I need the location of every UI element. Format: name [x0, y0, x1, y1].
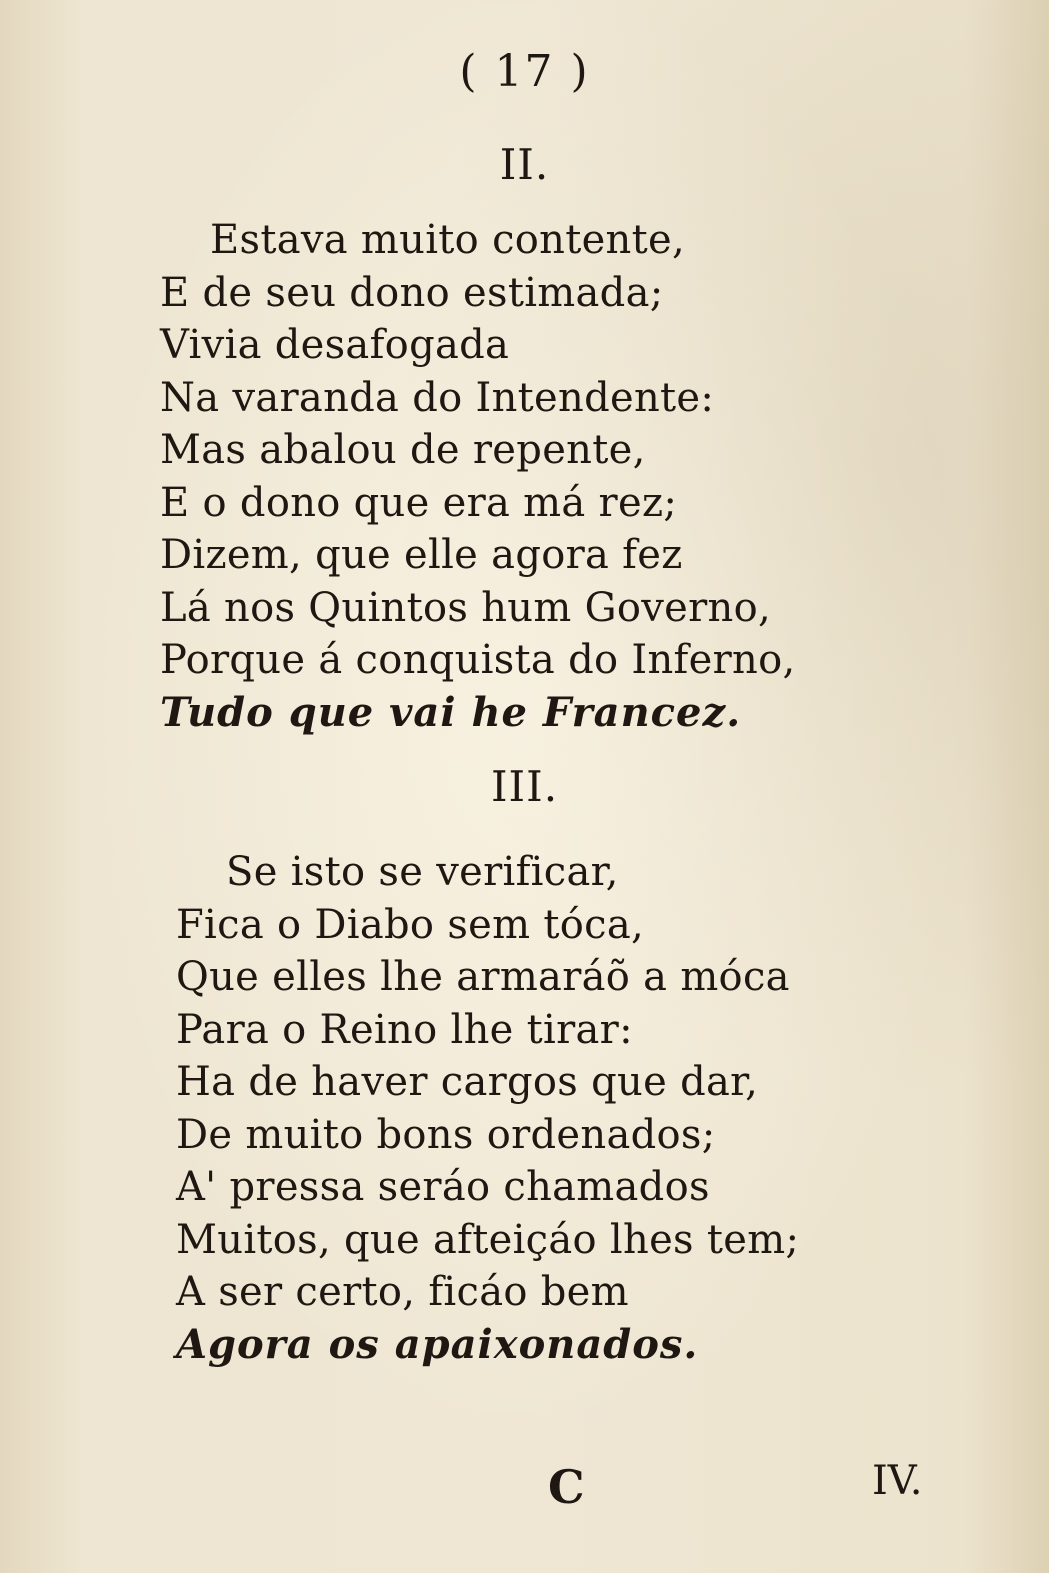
- verse-line: Muitos, que afteiçáo lhes tem;: [176, 1216, 800, 1263]
- verse-line: De muito bons ordenados;: [176, 1111, 716, 1158]
- page-number: ( 17 ): [459, 46, 590, 97]
- stanza-3: [176, 846, 896, 1371]
- verse-line: Estava muito contente,: [210, 217, 685, 263]
- refrain-line: Agora os apaixonados.: [176, 1320, 699, 1368]
- verse-line: A' pressa seráo chamados: [176, 1164, 710, 1210]
- stanza-2: [160, 214, 880, 739]
- verse-line: E o dono que era má rez;: [160, 479, 678, 526]
- verse-line: Vivia desafogada: [160, 322, 510, 368]
- stanza-number-3: III.: [490, 762, 559, 811]
- verse-line: Lá nos Quintos hum Governo,: [160, 584, 771, 631]
- signature-mark: C: [548, 1460, 585, 1514]
- verse-line: Porque á conquista do Inferno,: [160, 637, 796, 683]
- verse-line: Fica o Diabo sem tóca,: [176, 901, 644, 948]
- verse-line: A ser certo, ficáo bem: [176, 1269, 629, 1315]
- verse-line: Que elles lhe armaráõ a móca: [176, 954, 790, 1000]
- verse-line: Dizem, que elle agora fez: [160, 532, 683, 578]
- verse-line: Se isto se verificar,: [226, 849, 619, 895]
- verse-line: Ha de haver cargos que dar,: [176, 1059, 759, 1105]
- verse-line: Na varanda do Intendente:: [160, 374, 715, 421]
- verse-line: E de seu dono estimada;: [160, 269, 664, 316]
- refrain-line: Tudo que vai he Francez.: [160, 688, 742, 736]
- verse-line: Mas abalou de repente,: [160, 427, 646, 473]
- catchword: IV.: [872, 1458, 923, 1504]
- stanza-number-2: II.: [499, 140, 550, 189]
- verse-line: Para o Reino lhe tirar:: [176, 1006, 633, 1053]
